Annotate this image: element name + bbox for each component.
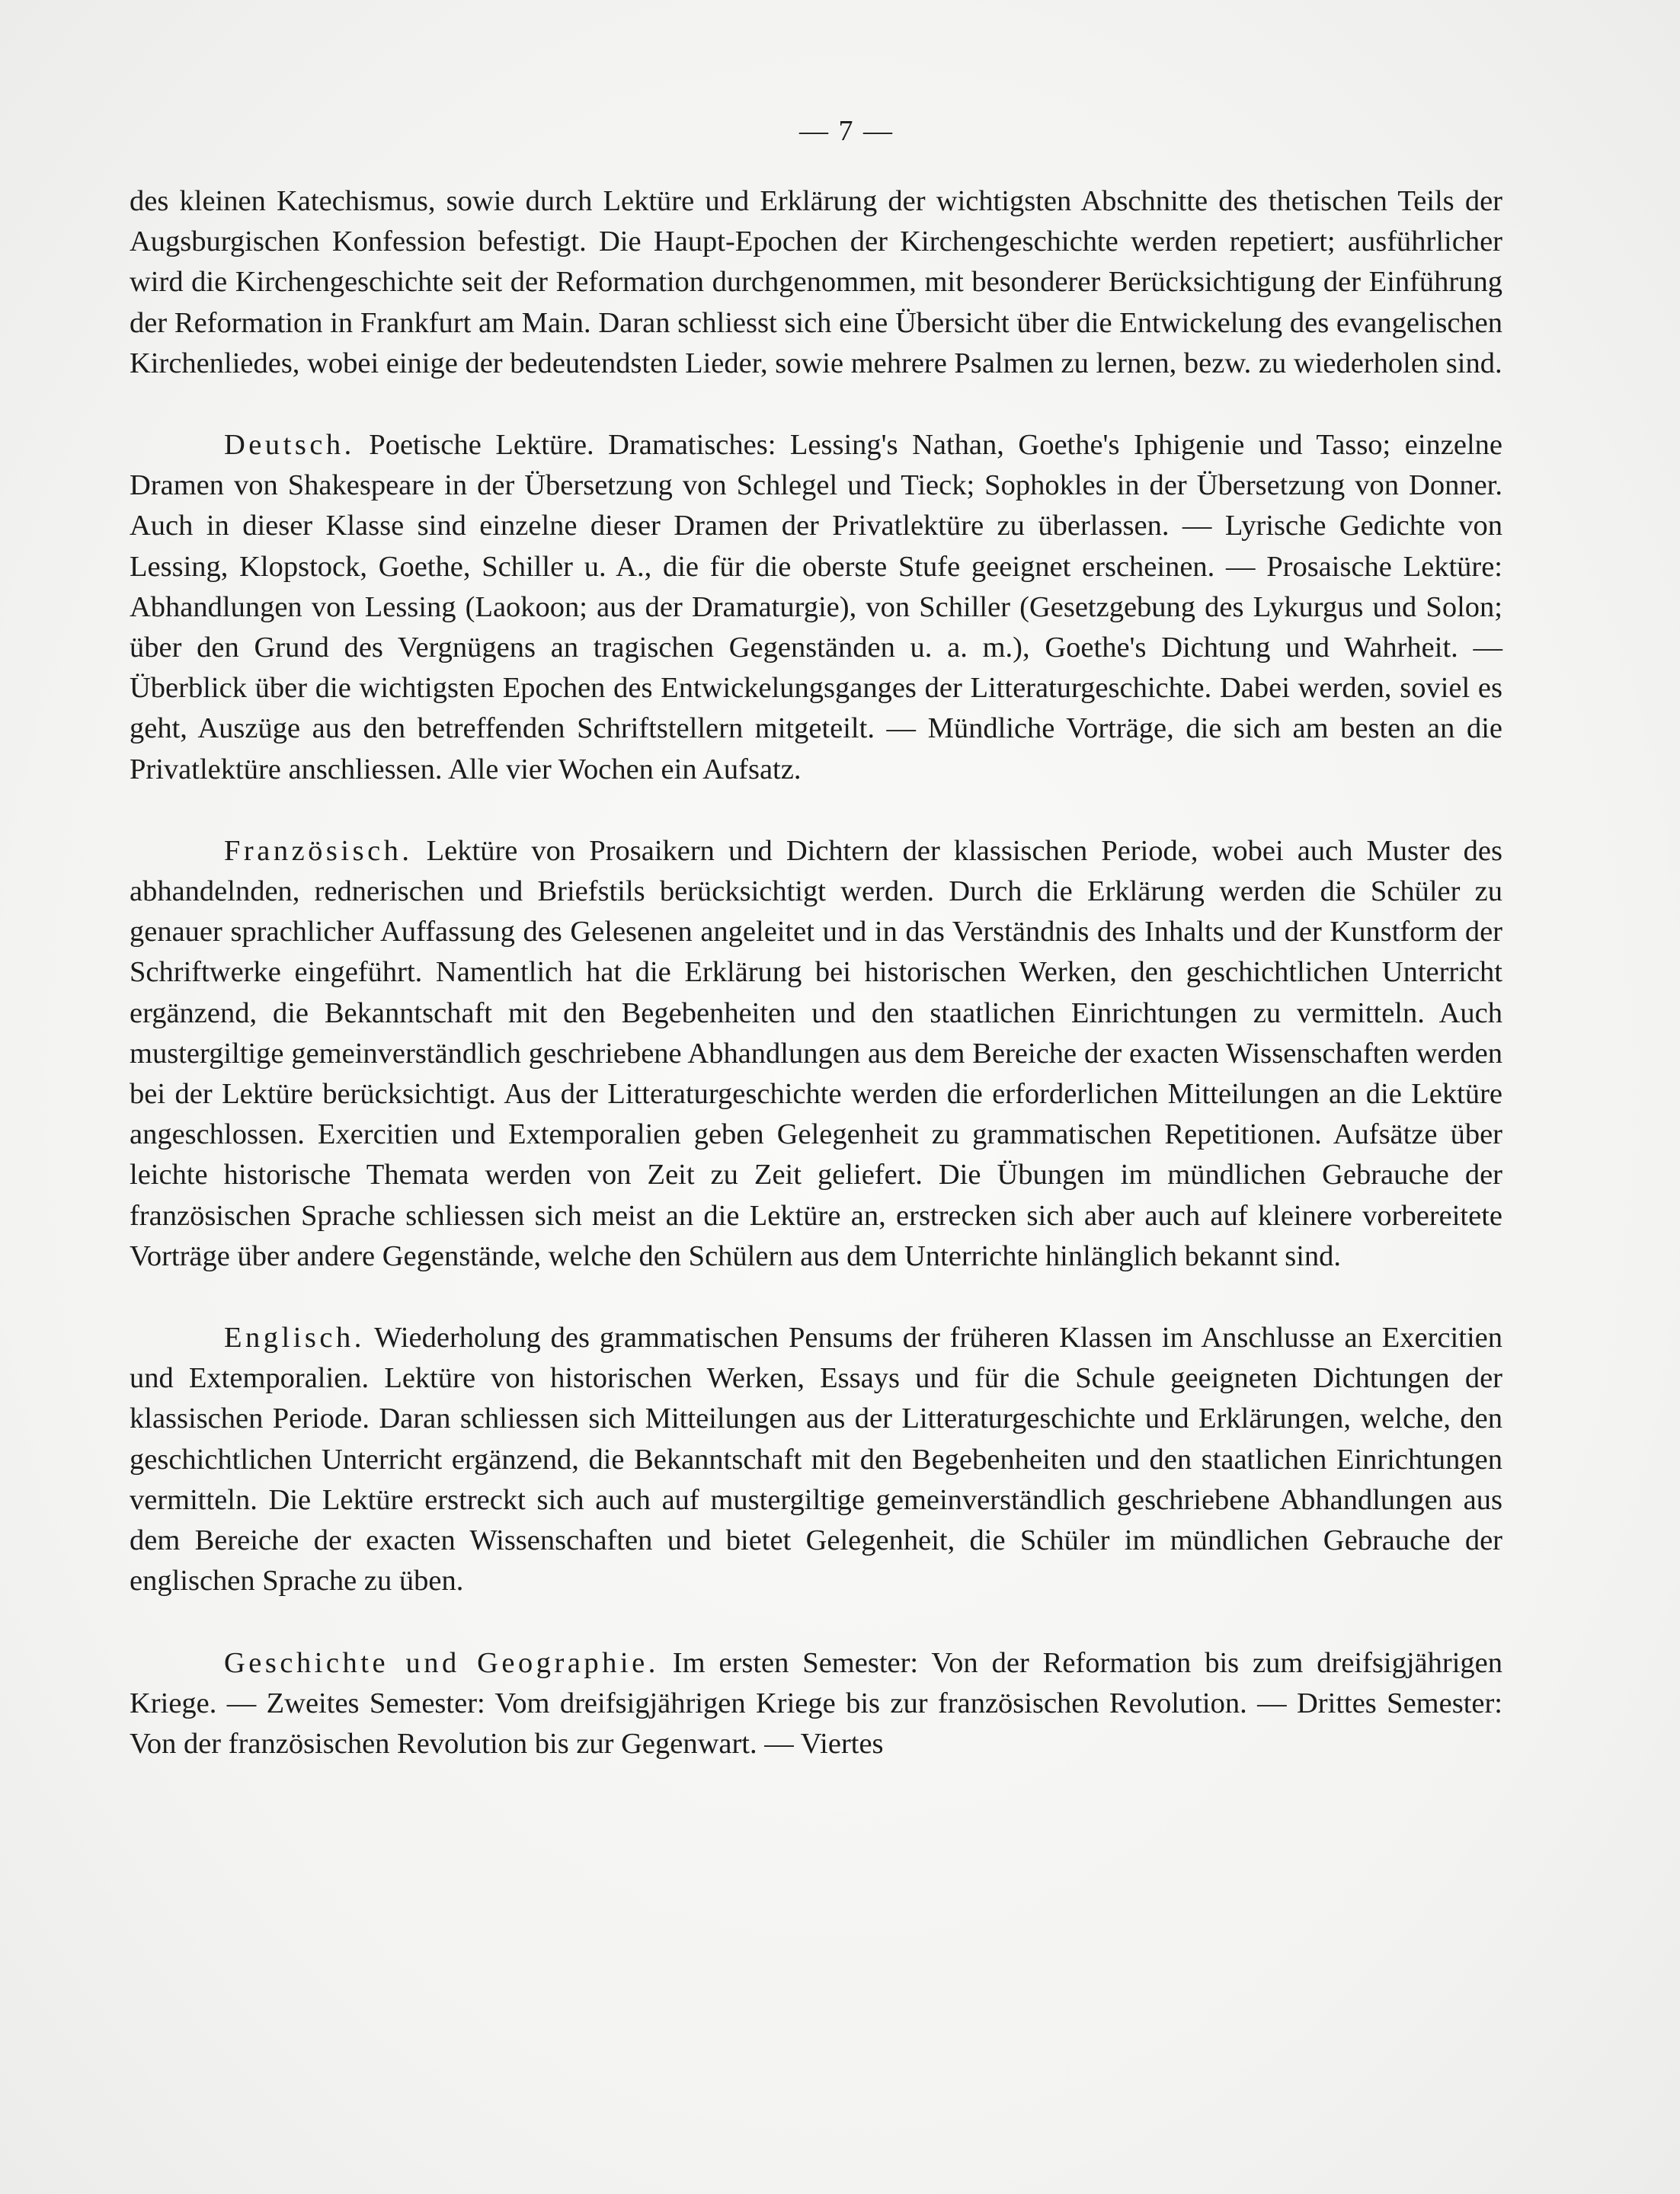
paragraph-text: Wiederholung des grammatischen Pensums der früheren Klassen im Anschlusse an Exercitien und Extemporalien. Lektüre von historischen Werken, Essays und für die Schule geeigneten Dichtungen der klassischen Periode. Daran schliessen sich Mitteilungen aus der Litteraturgeschichte und Erklärungen, welche, den geschichtlichen Unterricht ergänzend, die Bekanntschaft mit den Begebenheiten und den staatlichen Einrichtungen vermitteln. Die Lektüre erstreckt sich auch auf mustergiltige gemeinverständlich geschriebene Abhandlungen aus dem Bereiche der exacten Wissenschaften und bietet Gelegenheit, die Schüler im mündlichen Gebrauche der englischen Sprache zu üben.	[130, 1322, 1502, 1598]
page-number: — 7 —	[799, 115, 894, 147]
section-heading-englisch: Englisch.	[224, 1322, 365, 1354]
paragraph-geschichte-geographie	[130, 1643, 1502, 1765]
paragraph-text: Poetische Lektüre. Dramatisches: Lessing's Nathan, Goethe's Iphigenie und Tasso; einzelne Dramen von Shakespeare in der Übersetzung von Schlegel und Tieck; Sophokles in der Übersetzung von Donner. Auch in dieser Klasse sind einzelne dieser Dramen der Privatlektüre zu überlassen. — Lyrische Gedichte von Lessing, Klopstock, Goethe, Schiller u. A., die für die oberste Stufe geeignet erscheinen. — Prosaische Lektüre: Abhandlungen von Lessing (Laokoon; aus der Dramaturgie), von Schiller (Gesetzgebung des Lykurgus und Solon; über den Grund des Vergnügens an tragischen Gegenständen u. a. m.), Goethe's Dichtung und Wahrheit. — Überblick über die wichtigsten Epochen des Entwickelungsganges der Litteraturgeschichte. Dabei werden, soviel es geht, Auszüge aus den betreffenden Schriftstellern mitgeteilt. — Mündliche Vorträge, die sich am besten an die Privatlektüre anschliessen. Alle vier Wochen ein Aufsatz.	[130, 429, 1502, 785]
paragraph-text: Lektüre von Prosaikern und Dichtern der klassischen Periode, wobei auch Muster des abhandelnden, rednerischen und Briefstils berücksichtigt werden. Durch die Erklärung werden die Schüler zu genauer sprachlicher Auffassung des Gelesenen angeleitet und in das Verständnis des Inhalts und der Kunstform der Schriftwerke eingeführt. Namentlich hat die Erklärung bei historischen Werken, den geschichtlichen Unterricht ergänzend, die Bekanntschaft mit den Begebenheiten und den staatlichen Einrichtungen zu vermitteln. Auch mustergiltige gemeinverständlich geschriebene Abhandlungen aus dem Bereiche der exacten Wissenschaften werden bei der Lektüre berücksichtigt. Aus der Litteraturgeschichte werden die erforderlichen Mitteilungen an die Lektüre angeschlossen. Exercitien und Extemporalien geben Gelegenheit zu grammatischen Repetitionen. Aufsätze über leichte historische Themata werden von Zeit zu Zeit geliefert. Die Übungen im mündlichen Gebrauche der französischen Sprache schliessen sich meist an die Lektüre an, erstrecken sich aber auch auf kleinere vorbereitete Vorträge über andere Gegenstände, welche den Schülern aus dem Unterrichte hinlänglich bekannt sind.	[130, 834, 1503, 1272]
paragraph-religion-continued	[130, 181, 1502, 384]
paragraph-franzoesisch	[130, 831, 1502, 1277]
paragraph-deutsch	[130, 425, 1502, 790]
section-heading-geschichte-geographie: Geschichte und Geographie.	[224, 1646, 659, 1679]
paragraph-text: Im ersten Semester: Von der Reformation bis zum dreifsigjährigen Kriege. — Zweites Semester: Vom dreifsigjährigen Kriege bis zur französischen Revolution. — Drittes Semester: Von der französischen Revolution bis zur Gegenwart. — Viertes	[130, 1646, 1502, 1760]
paragraph-englisch	[130, 1318, 1502, 1601]
document-page	[130, 114, 1502, 1805]
section-heading-deutsch: Deutsch.	[224, 429, 355, 462]
section-heading-franzoesisch: Französisch.	[224, 834, 413, 867]
paragraph-text: des kleinen Katechismus, sowie durch Lektüre und Erklärung der wichtigsten Abschnitte des thetischen Teils der Augsburgischen Konfession befestigt. Die Haupt-Epochen der Kirchengeschichte werden repetiert; ausführlicher wird die Kirchengeschichte seit der Reformation durchgenommen, mit besonderer Berücksichtigung der Einführung der Reformation in Frankfurt am Main. Daran schliesst sich eine Übersicht über die Entwickelung des evangelischen Kirchenliedes, wobei einige der bedeutendsten Lieder, sowie mehrere Psalmen zu lernen, bezw. zu wiederholen sind.	[130, 185, 1502, 379]
